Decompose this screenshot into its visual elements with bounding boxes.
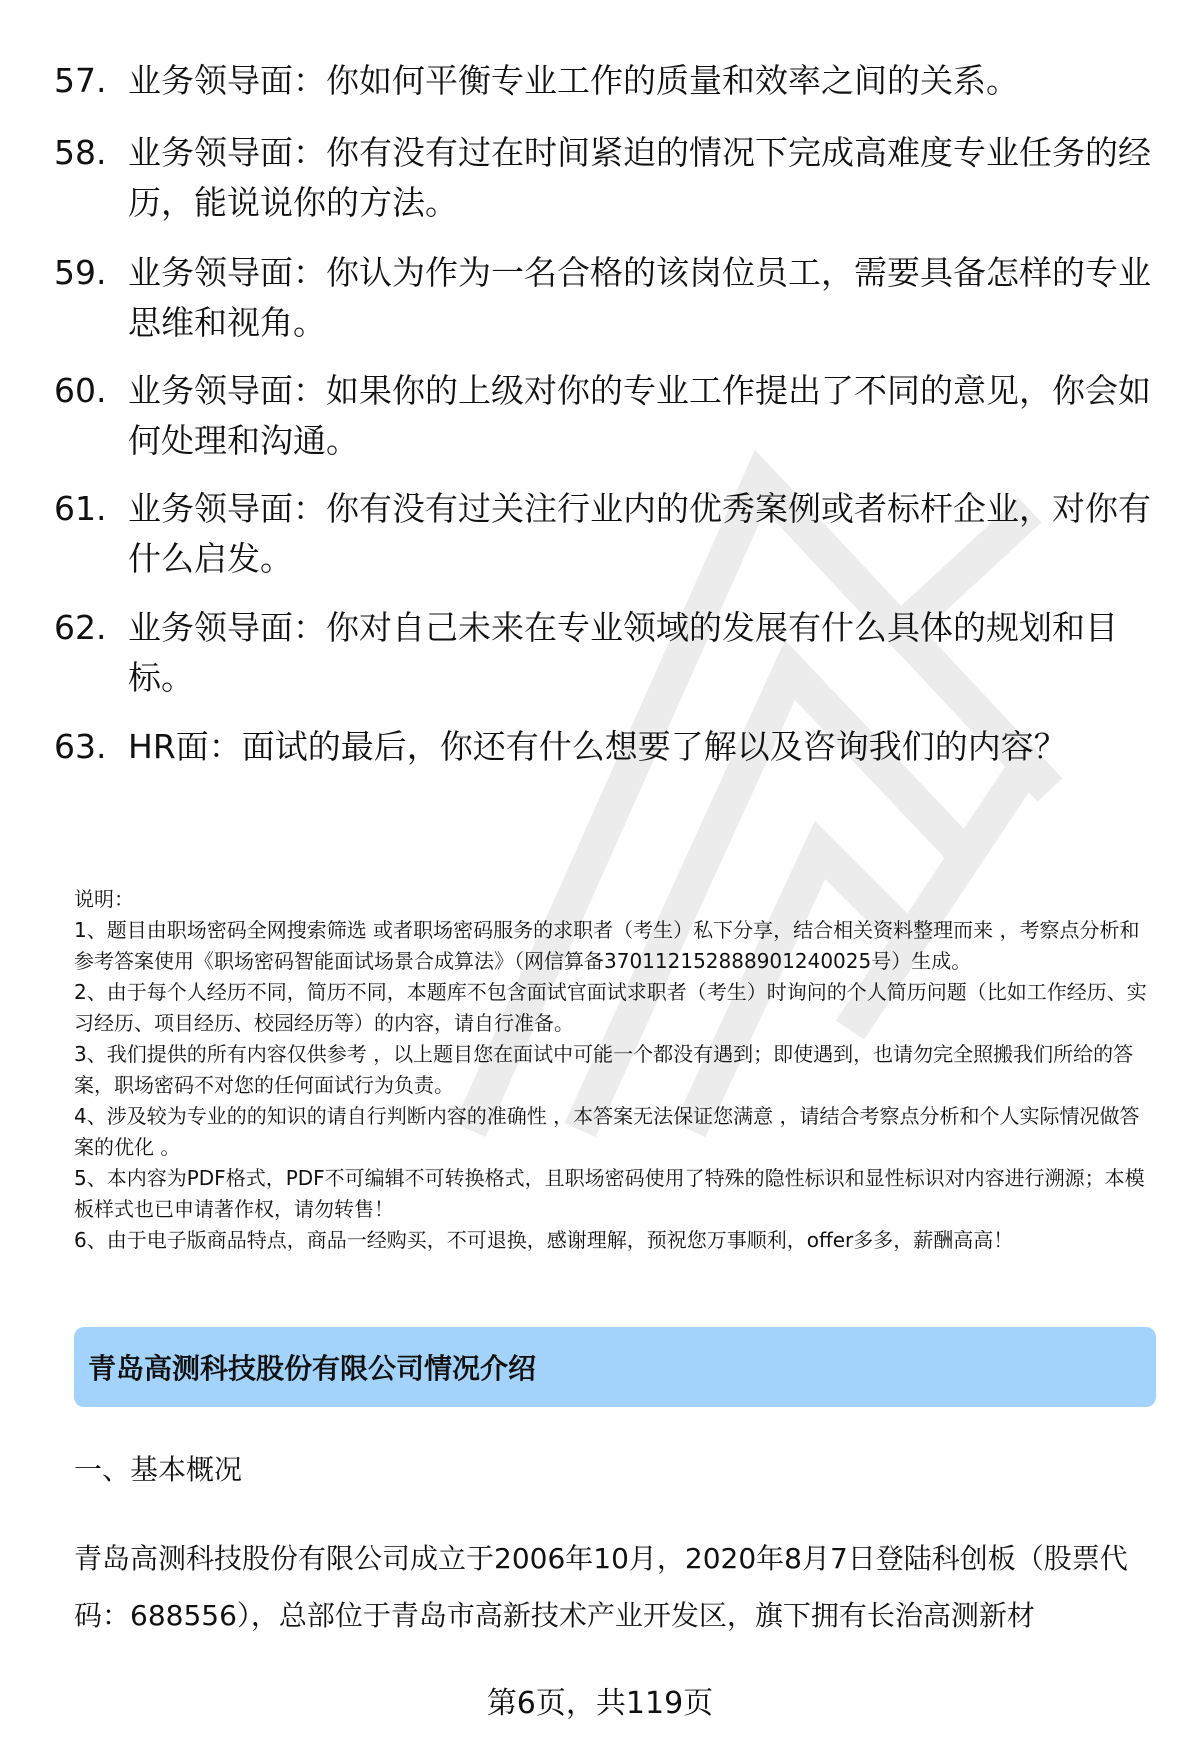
question-number: 59. — [54, 253, 107, 292]
question-text: 业务领导面：你认为作为一名合格的该岗位员工，需要具备怎样的专业思维和视角。 — [128, 253, 1151, 342]
note-item: 6、由于电子版商品特点，商品一经购买，不可退换，感谢理解，预祝您万事顺利，offer多多，薪酬高高！ — [74, 1228, 1014, 1252]
note-item: 4、涉及较为专业的的知识的请自行判断内容的准确性 ，本答案无法保证您满意 ，请结合考察点分析和个人实际情况做答案的优化 。 — [74, 1104, 1140, 1159]
note-item: 2、由于每个人经历不同，简历不同，本题库不包含面试官面试求职者（考生）时询问的个人简历问题（比如工作经历、实习经历、项目经历、校园经历等）的内容，请自行准备。 — [74, 980, 1147, 1035]
question-text: 业务领导面：你如何平衡专业工作的质量和效率之间的关系。 — [128, 61, 1019, 100]
company-paragraph: 青岛高测科技股份有限公司成立于2006年10月，2020年8月7日登陆科创板（股票代码：688556），总部位于青岛市高新技术产业开发区，旗下拥有长治高测新材 — [74, 1542, 1128, 1632]
question-text: 业务领导面：你有没有过在时间紧迫的情况下完成高难度专业任务的经历，能说说你的方法。 — [128, 133, 1151, 222]
disclaimer-notes — [74, 884, 1154, 1256]
question-58 — [54, 128, 1154, 228]
page-indicator: 第6页，共119页 — [486, 1686, 714, 1721]
note-item: 1、题目由职场密码全网搜索筛选 或者职场密码服务的求职者（考生）私下分享，结合相关资料整理而来 ，考察点分析和参考答案使用《职场密码智能面试场景合成算法》（网信算备370112152888901240025号）生成。 — [74, 918, 1140, 973]
question-number: 57. — [54, 61, 107, 100]
question-number: 61. — [54, 489, 107, 528]
section-heading: 一、基本概况 — [74, 1453, 243, 1486]
question-number: 63. — [54, 727, 107, 766]
notes-title: 说明： — [74, 887, 134, 911]
question-number: 60. — [54, 371, 107, 410]
question-number: 62. — [54, 608, 107, 647]
question-63 — [54, 722, 1154, 772]
question-text: 业务领导面：如果你的上级对你的专业工作提出了不同的意见，你会如何处理和沟通。 — [128, 371, 1151, 460]
question-text: 业务领导面：你对自己未来在专业领域的发展有什么具体的规划和目标。 — [128, 608, 1118, 697]
question-60 — [54, 366, 1154, 466]
banner-title: 青岛高测科技股份有限公司情况介绍 — [88, 1352, 537, 1385]
note-item: 5、本内容为PDF格式，PDF不可编辑不可转换格式，且职场密码使用了特殊的隐性标识和显性标识对内容进行溯源；本模板样式也已申请著作权，请勿转售！ — [74, 1166, 1145, 1221]
question-number: 58. — [54, 133, 107, 172]
question-62 — [54, 603, 1154, 703]
question-text: HR面：面试的最后，你还有什么想要了解以及咨询我们的内容？ — [128, 727, 1067, 766]
note-item: 3、我们提供的所有内容仅供参考 ，以上题目您在面试中可能一个都没有遇到；即使遇到，也请勿完全照搬我们所给的答案，职场密码不对您的任何面试行为负责。 — [74, 1042, 1134, 1097]
question-text: 业务领导面：你有没有过关注行业内的优秀案例或者标杆企业，对你有什么启发。 — [128, 489, 1151, 578]
question-59 — [54, 248, 1154, 348]
company-section-banner — [74, 1327, 1156, 1407]
question-61 — [54, 484, 1154, 584]
question-57 — [54, 56, 1154, 106]
